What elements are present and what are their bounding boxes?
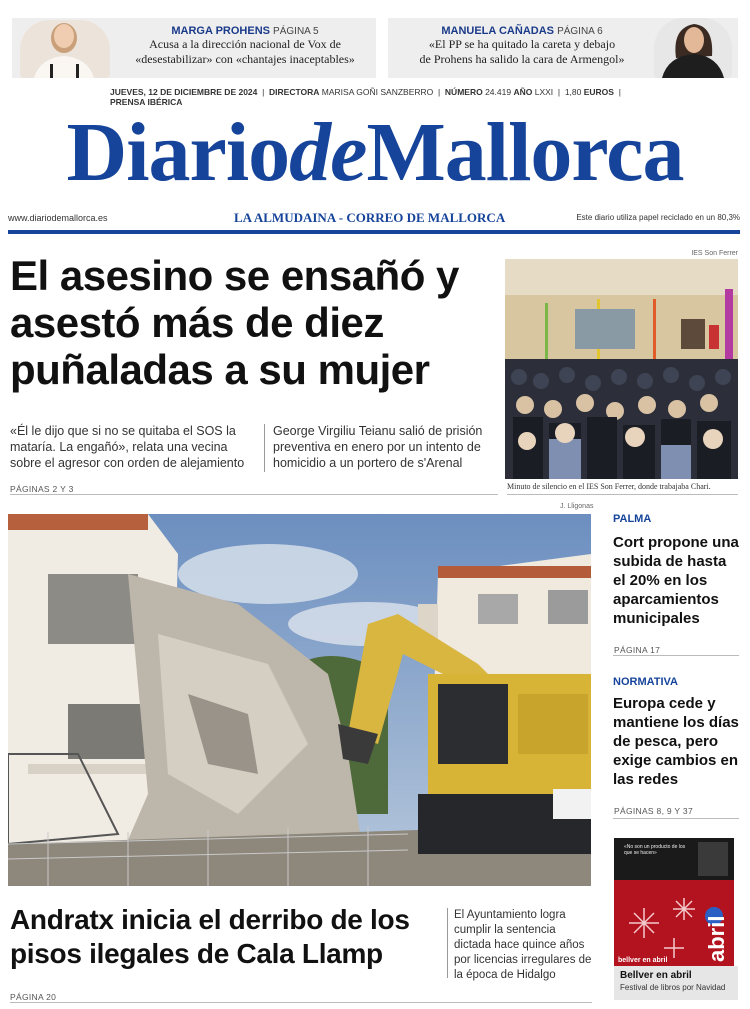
photo-credit: IES Son Ferrer <box>691 250 738 257</box>
masthead-part-1: Diario <box>66 106 290 199</box>
demolition-lead: El Ayuntamiento logra cumplir la sentencia dictada hace quince años por licencias irregulares de la época de Hidalgo <box>454 909 592 981</box>
site-url[interactable]: www.diariodemallorca.es <box>8 213 108 223</box>
teaser-text-2: «desestabilizar» con «chantajes inaceptables» <box>135 52 355 66</box>
demolition-photo[interactable] <box>8 514 591 886</box>
masthead-part-3: Mallorca <box>366 106 684 199</box>
sidebar-kicker: NORMATIVA <box>613 676 678 688</box>
director-name: MARISA GOÑI SANZBERRO <box>321 87 434 97</box>
teaser-page: PÁGINA 6 <box>557 26 603 37</box>
issue-year: LXXI <box>534 87 554 97</box>
masthead-logo[interactable] <box>0 108 750 198</box>
teaser-kicker: MARGA PROHENS <box>171 25 270 37</box>
price: 1,80 <box>564 87 582 97</box>
promo-subtitle: Festival de libros por Navidad <box>620 983 726 992</box>
photo-caption: Minuto de silencio en el IES Son Ferrer, donde trabajaba Chari. <box>507 482 711 491</box>
divider <box>10 494 498 495</box>
teaser-canadas[interactable] <box>388 18 738 78</box>
demolition-headline[interactable]: Andratx inicia el derribo de los pisos ilegales de Cala Llamp <box>10 904 410 969</box>
teaser-kicker: MANUELA CAÑADAS <box>441 25 554 37</box>
main-lead-left: «Él le dijo que si no se quitaba el SOS la mataría. La engañó», relata una vecina sobre el agresor con orden de alejamiento <box>10 424 245 470</box>
sidebar-page[interactable]: PÁGINA 17 <box>614 645 661 655</box>
sidebar-kicker: PALMA <box>613 513 652 525</box>
number-label: NÚMERO <box>444 87 483 97</box>
demolition-page[interactable]: PÁGINA 20 <box>10 992 57 1002</box>
paper-note: Este diario utiliza papel reciclado en un 80,3% <box>576 213 740 222</box>
year-label: AÑO <box>513 87 533 97</box>
sidebar-headline: Cort propone una subida de hasta el 20% en los aparcamientos municipales <box>613 534 739 627</box>
teaser-text-2: de Prohens ha salido la cara de Armengol» <box>419 52 625 66</box>
masthead-rule <box>8 230 740 234</box>
masthead-subrow <box>8 210 740 226</box>
teaser-prohens[interactable] <box>12 18 376 78</box>
issue-date: JUEVES, 12 DE DICIEMBRE DE 2024 <box>110 87 258 97</box>
sidebar-story-normativa[interactable] <box>613 676 739 789</box>
lead-divider <box>264 424 265 472</box>
sidebar-headline: Europa cede y mantiene los días de pesca, pero exige cambios en las redes <box>613 695 739 788</box>
director-label: DIRECTORA <box>269 87 320 97</box>
sidebar-page[interactable]: PÁGINAS 8, 9 Y 37 <box>614 806 693 816</box>
issue-meta: JUEVES, 12 DE DICIEMBRE DE 2024 | DIRECTORA MARISA GOÑI SANZBERRO | NÚMERO 24.419 AÑO LXXI | 1,80 EUROS | PRENSA IBÉRICA <box>110 87 624 107</box>
promo-cover-word: bellver en abril <box>618 957 668 964</box>
lead-divider <box>447 908 448 978</box>
masthead-part-2: de <box>289 106 367 199</box>
publisher-group: PRENSA IBÉRICA <box>110 97 183 107</box>
main-headline[interactable]: El asesino se ensañó y asestó más de diez puñaladas a su mujer <box>10 252 459 393</box>
teaser-text-1: Acusa a la dirección nacional de Vox de <box>149 37 341 51</box>
promo-box[interactable] <box>614 966 738 1000</box>
divider <box>507 494 738 495</box>
masthead-subtitle: LA ALMUDAINA - CORREO DE MALLORCA <box>234 210 506 225</box>
canadas-portrait <box>654 18 732 78</box>
main-pages[interactable]: PÁGINAS 2 Y 3 <box>10 484 74 494</box>
promo-cover-quote: «No son un producto de los que se hacen» <box>624 844 686 856</box>
main-lead-right: George Virgiliu Teianu salió de prisión preventiva en enero por un intento de homicidio a un portero de s'Arenal <box>273 424 483 470</box>
svg-text:abril: abril <box>704 915 729 962</box>
teaser-text-1: «El PP se ha quitado la careta y debajo <box>428 37 616 51</box>
promo-cover[interactable] <box>614 838 734 966</box>
promo-title: Bellver en abril <box>620 970 692 981</box>
currency: EUROS <box>583 87 614 97</box>
sidebar-story-palma[interactable] <box>613 513 739 628</box>
school-photo[interactable] <box>505 259 738 479</box>
divider <box>10 1002 592 1003</box>
divider <box>613 655 739 656</box>
issue-number: 24.419 <box>485 87 512 97</box>
divider <box>613 818 739 819</box>
demolition-photo-credit: J. Lligonas <box>560 503 594 510</box>
teaser-page: PÁGINA 5 <box>273 26 319 37</box>
prohens-portrait <box>20 20 110 78</box>
